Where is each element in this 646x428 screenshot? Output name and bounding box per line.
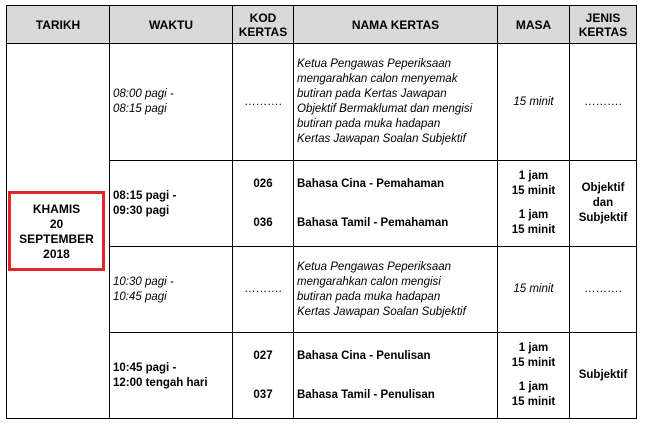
nama-kertas-cell: [294, 247, 498, 333]
masa-value: 15 minit: [511, 224, 556, 236]
tarikh-year: 2018: [43, 247, 70, 261]
waktu-end: 12:00 tengah hari: [113, 376, 208, 389]
header-kod-line2: KERTAS: [238, 24, 288, 39]
kod-cell: [233, 161, 294, 247]
masa-value: 1 jam: [518, 342, 549, 354]
masa-cell: [498, 161, 570, 247]
tarikh-highlight-box: [8, 191, 105, 271]
waktu-cell: [110, 247, 233, 333]
waktu-end: 08:15 pagi: [113, 103, 167, 115]
header-waktu: WAKTU: [110, 6, 233, 44]
jenis-value: dan: [592, 197, 614, 209]
masa-cell: [498, 333, 570, 419]
kod-value: 036: [253, 216, 273, 229]
nama-kertas-cell: [294, 161, 498, 247]
nama-kertas-cell: [294, 44, 498, 161]
nama-subject: Bahasa Tamil - Pemahaman: [297, 216, 449, 229]
kod-value: 026: [253, 177, 273, 190]
nama-line: Ketua Pengawas Peperiksaan: [297, 58, 452, 70]
nama-spacer: [297, 192, 497, 204]
tarikh-day: KHAMIS: [32, 202, 81, 216]
nama-spacer: [297, 364, 497, 376]
nama-line: Kertas Jawapan Soalan Subjektif: [297, 133, 466, 145]
kod-spacer: [233, 192, 293, 204]
waktu-start: 10:45 pagi -: [113, 361, 177, 374]
exam-schedule-table: [6, 5, 637, 419]
waktu-end: 09:30 pagi: [113, 204, 170, 217]
masa-cell: 15 minit: [498, 44, 570, 161]
jenis-value: Objektif: [581, 182, 625, 194]
jenis-value: Subjektif: [578, 212, 628, 224]
nama-line: butiran pada muka hadapan: [297, 290, 441, 303]
nama-line: Objektif Bermaklumat dan mengisi: [297, 103, 473, 115]
nama-line: Kertas Jawapan Soalan Subjektif: [297, 305, 466, 318]
header-jenis-line1: JENIS: [585, 10, 621, 25]
jenis-cell: Subjektif: [570, 333, 637, 419]
header-jenis-kertas: [570, 6, 637, 44]
header-row: [7, 6, 637, 44]
nama-line: mengarahkan calon mengisi: [297, 275, 441, 288]
masa-value: 15 minit: [511, 185, 556, 197]
nama-subject: Bahasa Cina - Penulisan: [297, 349, 431, 362]
header-tarikh: TARIKH: [7, 6, 110, 44]
masa-value: 15 minit: [511, 396, 556, 408]
kod-cell: ……….: [233, 44, 294, 161]
masa-value: 1 jam: [518, 209, 549, 221]
masa-value: 15 minit: [511, 357, 556, 369]
nama-subject: Bahasa Tamil - Penulisan: [297, 388, 435, 401]
jenis-cell: [570, 161, 637, 247]
masa-value: 1 jam: [518, 381, 549, 393]
waktu-start: 10:30 pagi -: [113, 275, 174, 288]
kod-spacer: [233, 376, 293, 388]
waktu-start: 08:00 pagi -: [113, 88, 174, 100]
kod-cell: [233, 333, 294, 419]
kod-value: 027: [253, 349, 273, 362]
nama-line: Ketua Pengawas Peperiksaan: [297, 260, 452, 273]
header-nama-kertas: NAMA KERTAS: [294, 6, 498, 44]
kod-spacer: [233, 204, 293, 216]
jenis-cell: ……….: [570, 247, 637, 333]
tarikh-cell: [7, 44, 110, 419]
waktu-cell: [110, 333, 233, 419]
header-kod-kertas: [233, 6, 294, 44]
nama-subject: Bahasa Cina - Pemahaman: [297, 177, 445, 190]
kod-value: 037: [253, 388, 273, 401]
waktu-cell: [110, 44, 233, 161]
masa-value: 1 jam: [518, 170, 549, 182]
waktu-end: 10:45 pagi: [113, 290, 167, 303]
header-jenis-line2: KERTAS: [578, 24, 628, 39]
masa-spacer: [498, 371, 569, 380]
masa-cell: 15 minit: [498, 247, 570, 333]
tarikh-date: 20 SEPTEMBER: [19, 217, 94, 246]
waktu-start: 08:15 pagi -: [113, 189, 177, 202]
nama-spacer: [297, 376, 497, 388]
nama-spacer: [297, 204, 497, 216]
masa-spacer: [498, 199, 569, 208]
nama-line: mengarahkan calon menyemak: [297, 73, 458, 85]
nama-kertas-cell: [294, 333, 498, 419]
header-masa: MASA: [498, 6, 570, 44]
nama-line: butiran pada muka hadapan: [297, 118, 441, 130]
waktu-cell: [110, 161, 233, 247]
jenis-cell: ……….: [570, 44, 637, 161]
kod-cell: ……….: [233, 247, 294, 333]
header-kod-line1: KOD: [249, 10, 277, 25]
nama-line: butiran pada Kertas Jawapan: [297, 88, 447, 100]
kod-spacer: [233, 364, 293, 376]
table-row: [7, 44, 637, 161]
